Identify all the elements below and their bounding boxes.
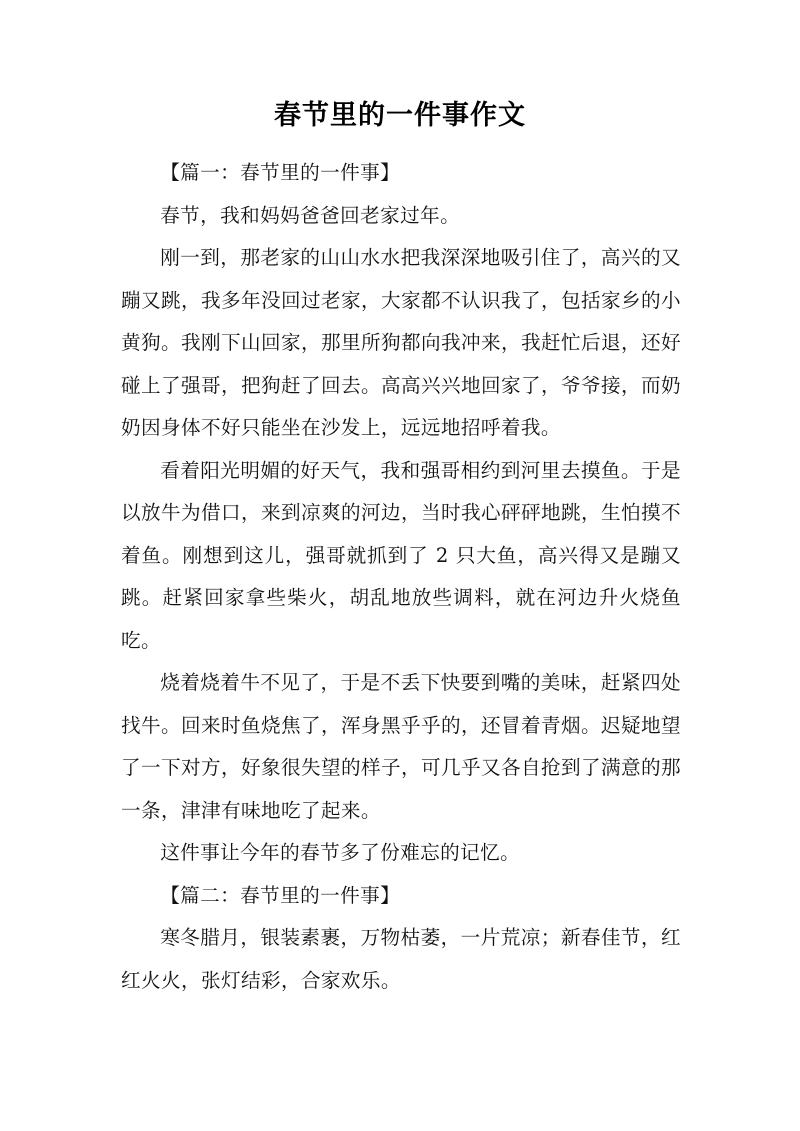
section-heading-2: 【篇二：春节里的一件事】 bbox=[160, 883, 401, 907]
body-paragraph: 寒冬腊月，银装素裹，万物枯萎，一片荒凉；新春佳节，红红火火，张灯结彩，合家欢乐。 bbox=[121, 926, 681, 992]
body-paragraph: 烧着烧着牛不见了，于是不丢下快要到嘴的美味，赶紧四处找牛。回来时鱼烧焦了，浑身黑乎乎的，还冒着青烟。迟疑地望了一下对方，好象很失望的样子，可几乎又各自抢到了满意的那一条，津津有味地吃了起来。 bbox=[121, 671, 681, 822]
body-paragraph: 看着阳光明媚的好天气，我和强哥相约到河里去摸鱼。于是以放牛为借口，来到凉爽的河边，当时我心砰砰地跳，生怕摸不着鱼。刚想到这儿，强哥就抓到了 2 只大鱼，高兴得又是蹦又跳。赶紧回家拿些柴火，胡乱地放些调料，就在河边升火烧鱼吃。 bbox=[121, 458, 681, 652]
body-paragraph: 刚一到，那老家的山山水水把我深深地吸引住了，高兴的又蹦又跳，我多年没回过老家，大家都不认识我了，包括家乡的小黄狗。我刚下山回家，那里所狗都向我冲来，我赶忙后退，还好碰上了强哥，把狗赶了回去。高高兴兴地回家了，爷爷接，而奶奶因身体不好只能坐在沙发上，远远地招呼着我。 bbox=[121, 246, 681, 439]
section-heading-1: 【篇一：春节里的一件事】 bbox=[160, 161, 401, 184]
document-body bbox=[121, 152, 681, 1002]
document-title: 春节里的一件事作文 bbox=[274, 100, 526, 131]
body-paragraph: 这件事让今年的春节多了份难忘的记忆。 bbox=[160, 841, 521, 864]
body-paragraph: 春节，我和妈妈爸爸回老家过年。 bbox=[160, 203, 461, 227]
